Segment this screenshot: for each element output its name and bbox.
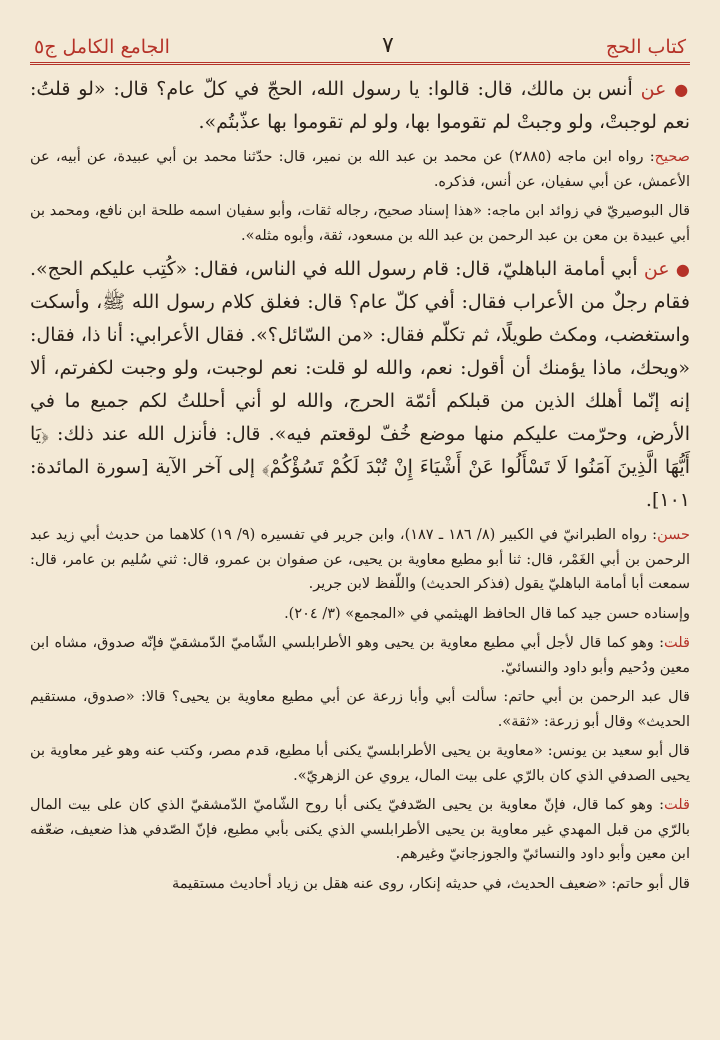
commentary-note: قال أبو سعيد بن يونس: «معاوية بن يحيى الأطرابلسيّ يكنى أبا مطيع، قدم مصر، وكتب عنه وهو غير معاوية بن يحيى الصدفي الذي كان بالرّي على بيت المال، يروي عن الزهريّ». — [30, 743, 690, 784]
page-body — [30, 65, 690, 896]
book-title: كتاب الحج — [605, 36, 686, 58]
commentary-note — [30, 631, 690, 680]
grading-note — [30, 145, 690, 194]
hadith-text: أنس بن مالك، قال: قالوا: يا رسول الله، الحجّ في كلّ عام؟ قال: «لو قلتُ: نعم لوجبتْ، ولو وجبتْ لم تقوموا بها، ولو لم تقوموا بها عذّبتُم». — [30, 78, 690, 133]
note-text: : رواه الطبرانيّ في الكبير (٨/ ١٨٦ ـ ١٨٧)، وابن جرير في تفسيره (٩/ ١٩) كلاهما من حديث أبي زيد عبد الرحمن بن أبي الغَمْر، قال: ثنا أبو مطيع معاوية بن يحيى، عن صفوان بن عمرو، قال: ثني سُليم بن عامر، قال: سمعت أبا أمامة الباهليّ يقول (فذكر الحديث) واللّفظ لابن جرير. — [30, 527, 690, 592]
bullet-icon: ● — [674, 80, 690, 99]
note-text: : وهو كما قال، فإنّ معاوية بن يحيى الصّدفيّ يكنى أبا روح الشّاميّ الدّمشقيّ الذي كان على بيت المال بالرّي من قبل المهدي غير معاوية بن يحيى الأطرابلسي الذي يكنى بأبي مطيع، فإنّ الصّدفي هذا ضعيف، ضعّفه ابن معين وأبو داود والنسائيّ والجوزجانيّ وغيرهم. — [30, 797, 690, 862]
commentary-note: قال عبد الرحمن بن أبي حاتم: سألت أبي وأبا زرعة عن أبي مطيع معاوية بن يحيى؟ قالا: «صدوق، مستقيم الحديث» وقال أبو زرعة: «ثقة». — [30, 689, 690, 730]
commentary-note: قال البوصيريّ في زوائد ابن ماجه: «هذا إسناد صحيح، رجاله ثقات، وأبو سفيان اسمه طلحة ابن نافع، ومحمد بن أبي عبيدة بن معن بن عبد الرحمن بن عبد الله بن مسعود، ثقة، وأبوه مثله». — [30, 203, 690, 244]
bullet-icon: ● — [675, 260, 690, 279]
page-number: ٧ — [381, 33, 394, 58]
grade-label: حسن — [657, 527, 690, 543]
qultu-label: قلت — [664, 635, 690, 651]
qultu-label: قلت — [664, 797, 690, 813]
narrator-marker: عن — [640, 78, 667, 100]
grade-label: صحيح — [654, 149, 690, 165]
hadith-text: أبي أمامة الباهليّ، قال: قام رسول الله في الناس، فقال: «كُتِب عليكم الحج». فقام رجلٌ من الأعراب فقال: أفي كلّ عام؟ قال: فغلق كلام رسول الله ﷺ، وأسكت واستغضب، ومكث طويلًا، ثم تكلّم فقال: «من السّائل؟». فقال الأعرابي: أنا ذا، فقال: «ويحك، ماذا يؤمنك أن أقول: نعم، والله لو قلت: نعم لوجبت، ولو وجبت لكفرتم، ألا إنه إنّما أهلك الذين من قبلكم أئمّة الحرج، والله لو أني أحللتُ لكم جميع ما في الأرض، وحرّمت عليكم منها موضع خُفّ لوقعتم فيه». قال: فأنزل الله عند ذلك: ﴿يَا أَيُّهَا الَّذِينَ آمَنُوا لَا تَسْأَلُوا عَنْ أَشْيَاءَ إِنْ تُبْدَ لَكُمْ تَسُؤْكُمْ﴾ إلى آخر الآية [سورة المائدة: ١٠١]. — [30, 258, 690, 511]
hadith-paragraph — [30, 73, 690, 139]
commentary-note: وإسناده حسن جيد كما قال الحافظ الهيثمي في «المجمع» (٣/ ٢٠٤). — [284, 605, 690, 622]
grading-note — [30, 523, 690, 597]
note-text: : رواه ابن ماجه (٢٨٨٥) عن محمد بن عبد الله بن نمير، قال: حدّثنا محمد بن أبي عبيدة، عن أبيه، عن الأعمش، عن أبي سفيان، عن أنس، فذكره. — [30, 149, 690, 190]
hadith-paragraph — [30, 253, 690, 517]
note-text: : وهو كما قال لأجل أبي مطيع معاوية بن يحيى وهو الأطرابلسي الشّاميّ الدّمشقيّ فإنّه صدوق، مشاه ابن معين ودُحيم وأبو داود والنسائيّ. — [30, 635, 690, 676]
commentary-note — [30, 793, 690, 867]
narrator-marker: عن — [643, 258, 670, 280]
page-header — [30, 22, 690, 65]
commentary-note: قال أبو حاتم: «ضعيف الحديث، في حديثه إنكار، روى عنه هقل بن زياد أحاديث مستقيمة — [172, 875, 690, 892]
collection-title: الجامع الكامل ج٥ — [34, 36, 170, 58]
